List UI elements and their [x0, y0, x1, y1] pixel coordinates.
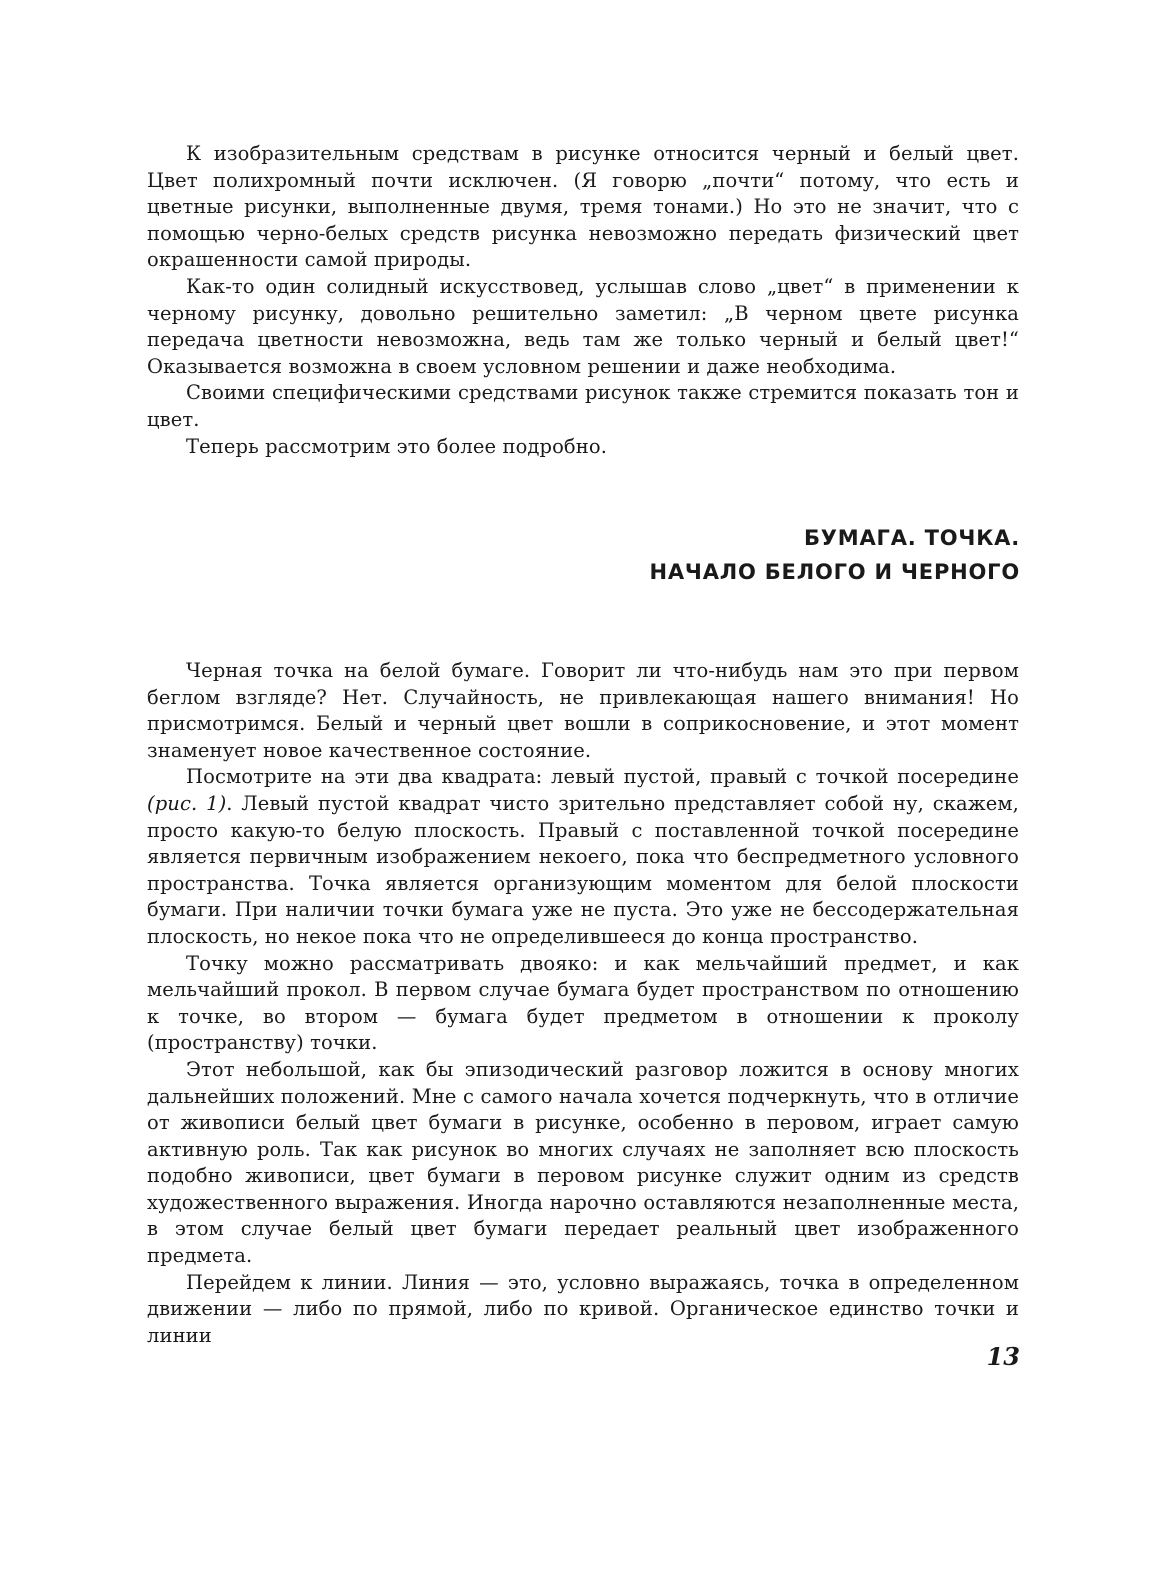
paragraph-2-text-start: Посмотрите на эти два квадрата: левый пустой, правый с точкой посередине: [186, 765, 1019, 789]
section-paragraph-3: Точку можно рассматривать двояко: и как мельчайший предмет, и как мельчайший прокол. В первом случае бумага будет пространством по отношению к точке, во втором — бумага будет предметом в отношении к проколу (пространству) точки.: [147, 951, 1019, 1055]
intro-paragraph-4: Теперь рассмотрим это более подробно.: [186, 434, 608, 458]
page-number: 13: [986, 1342, 1020, 1371]
intro-paragraph-2: Как-то один солидный искусствовед, услышав слово „цвет“ в применении к черному рисунку, довольно решительно заметил: „В черном цвете рисунка передача цветности невозможна, ведь там же только черный и белый цвет!“ Оказывается возможна в своем условном решении и даже необходима.: [147, 274, 1019, 378]
section-text-block: [147, 658, 1019, 1349]
figure-reference: (рис. 1): [147, 791, 227, 815]
intro-text-block: [147, 141, 1019, 460]
section-heading-line-2: НАЧАЛО БЕЛОГО И ЧЕРНОГО: [649, 560, 1020, 584]
intro-paragraph-1: К изобразительным средствам в рисунке относится черный и белый цвет. Цвет полихромный почти исключен. (Я говорю „почти“ потому, что есть и цветные рисунки, выполненные двумя, тремя тонами.) Но это не значит, что с помощью черно-белых средств рисунка невозможно передать физический цвет окрашенности самой природы.: [147, 142, 1019, 272]
section-heading-line-1: БУМАГА. ТОЧКА.: [803, 526, 1020, 550]
section-paragraph-2: [147, 764, 1019, 950]
intro-paragraph-3: Своими специфическими средствами рисунок также стремится показать тон и цвет.: [147, 381, 1019, 431]
section-paragraph-5: Перейдем к линии. Линия — это, условно выражаясь, точка в определенном движении — либо по прямой, либо по кривой. Органическое единство точки и линии: [147, 1270, 1019, 1347]
paragraph-2-text-end: . Левый пустой квадрат чисто зрительно представляет собой ну, скажем, просто какую-то белую плоскость. Правый с поставленной точкой посередине является первичным изображением некоего, пока что беспредметного условного пространства. Точка является организующим моментом для белой плоскости бумаги. При наличии точки бумага уже не пуста. Это уже не бессодержательная плоскость, но некое пока что не определившееся до конца пространство.: [147, 791, 1019, 948]
section-paragraph-1: Черная точка на белой бумаге. Говорит ли что-нибудь нам это при первом беглом взгляде? Нет. Случайность, не привлекающая нашего внимания! Но присмотримся. Белый и черный цвет вошли в соприкосновение, и этот момент знаменует новое качественное состояние.: [147, 659, 1019, 762]
section-paragraph-4: Этот небольшой, как бы эпизодический разговор ложится в основу многих дальнейших положений. Мне с самого начала хочется подчеркнуть, что в отличие от живописи белый цвет бумаги в рисунке, особенно в перовом, играет самую активную роль. Так как рисунок во многих случаях не заполняет всю плоскость подобно живописи, цвет бумаги в перовом рисунке служит одним из средств художественного выражения. Иногда нарочно оставляются незаполненные места, в этом случае белый цвет бумаги передает реальный цвет изображенного предмета.: [147, 1057, 1019, 1268]
